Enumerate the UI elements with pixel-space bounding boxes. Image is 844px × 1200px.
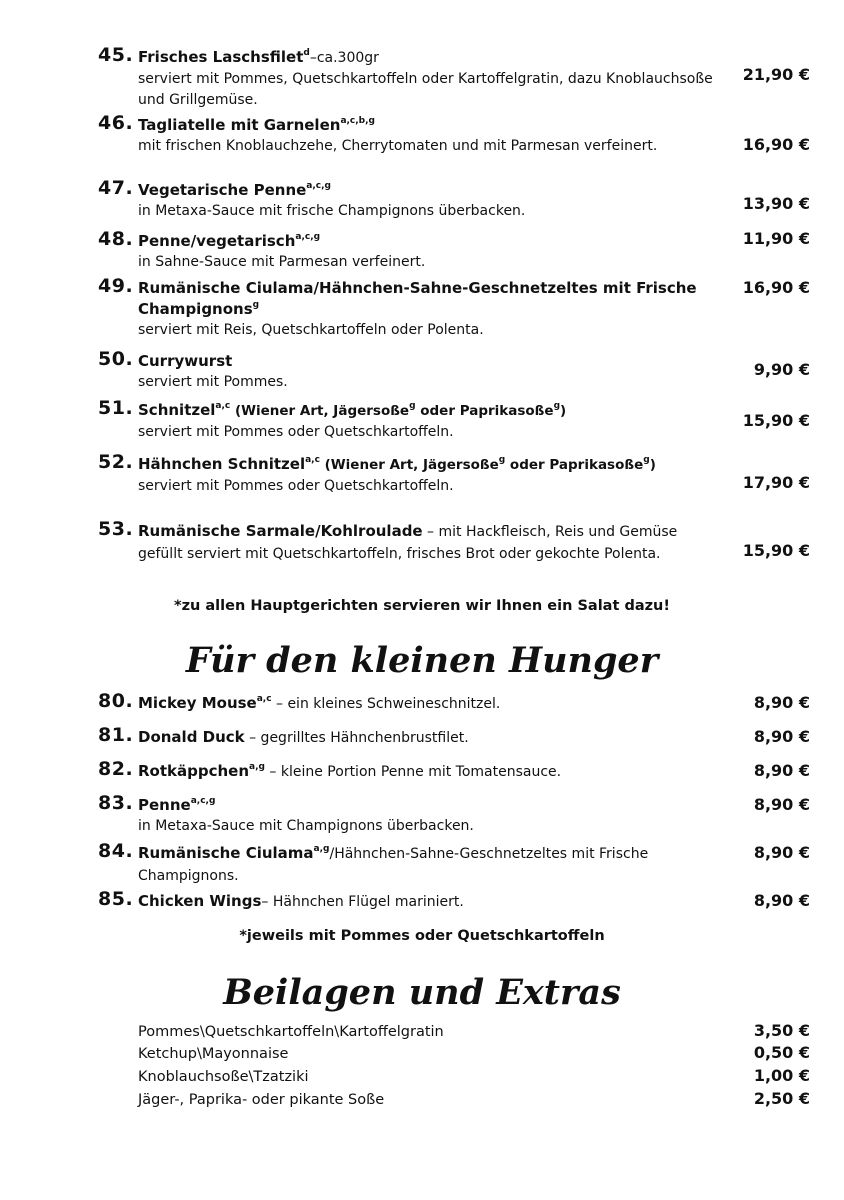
menu-item (98, 451, 810, 497)
menu-item (98, 792, 810, 837)
side-item (138, 1089, 810, 1111)
side-price: 2,50 € (753, 1089, 810, 1108)
item-title: Vegetarische Penne$^{a,c,g}$ (138, 181, 331, 199)
item-title: Penne/vegetarisch$^{a,c,g}$ (138, 232, 321, 250)
item-title: Tagliatelle mit Garnelen$^{a,c,b,g}$ (138, 116, 375, 134)
item-price: 13,90 € (742, 194, 810, 213)
item-price: 8,90 € (753, 727, 810, 746)
item-price: 8,90 € (753, 843, 810, 862)
item-description: mit frischen Knoblauchzehe, Cherrytomaten und mit Parmesan verfeinert. (138, 138, 658, 154)
main-dishes-note: *zu allen Hauptgerichten servieren wir Ihnen ein Salat dazu! (174, 598, 670, 614)
item-number: 83. (98, 792, 134, 814)
item-description: in Metaxa-Sauce mit frische Champignons überbacken. (138, 203, 526, 219)
item-title: Hähnchen Schnitzel$^{a,c}$ (Wiener Art, Jägersoße$^g$ oder Paprikasoße$^g$) (138, 455, 656, 473)
side-price: 1,00 € (753, 1066, 810, 1085)
item-price: 8,90 € (753, 891, 810, 910)
menu-item (98, 397, 810, 443)
item-price: 9,90 € (753, 360, 810, 379)
item-number: 53. (98, 518, 134, 540)
item-description: serviert mit Pommes oder Quetschkartoffeln. (138, 424, 454, 440)
menu-item (98, 275, 810, 341)
sides-section-heading: Beilagen und Extras (223, 972, 621, 1013)
item-title: Rotkäppchen$^{a,g}$ – kleine Portion Penne mit Tomatensauce. (138, 762, 562, 780)
menu-item (98, 518, 810, 565)
item-description: in Sahne-Sauce mit Parmesan verfeinert. (138, 254, 426, 270)
side-item (138, 1066, 810, 1088)
item-title: Rumänische Sarmale/Kohlroulade – mit Hackfleisch, Reis und Gemüse gefüllt serviert mit Quetschkartoffeln, frisches Brot oder gekochte Polenta. (138, 522, 678, 562)
item-title: Schnitzel$^{a,c}$ (Wiener Art, Jägersoße$^g$ oder Paprikasoße$^g$) (138, 401, 567, 419)
menu-item (98, 840, 810, 887)
menu-item (98, 112, 810, 157)
menu-item (98, 228, 810, 273)
menu-item (98, 690, 810, 715)
item-title: Currywurst (138, 352, 233, 370)
item-price: 17,90 € (742, 473, 810, 492)
item-price: 16,90 € (742, 135, 810, 154)
item-title: Chicken Wings– Hähnchen Flügel mariniert. (138, 892, 464, 910)
item-number: 46. (98, 112, 134, 134)
item-title: Frisches Laschsfilet$^d$–ca.300gr (138, 48, 379, 66)
kids-note: *jeweils mit Pommes oder Quetschkartoffeln (239, 928, 605, 944)
item-description: serviert mit Pommes oder Quetschkartoffeln. (138, 478, 454, 494)
item-number: 52. (98, 451, 134, 473)
menu-item (98, 44, 810, 111)
item-price: 8,90 € (753, 693, 810, 712)
item-price: 15,90 € (742, 411, 810, 430)
item-number: 81. (98, 724, 134, 746)
item-number: 45. (98, 44, 134, 66)
item-description: serviert mit Reis, Quetschkartoffeln oder Polenta. (138, 322, 484, 338)
side-label: Pommes\Quetschkartoffeln\Kartoffelgratin (138, 1024, 444, 1040)
item-number: 50. (98, 348, 134, 370)
item-price: 15,90 € (742, 541, 810, 560)
item-title: Penne$^{a,c,g}$ (138, 796, 216, 814)
item-number: 82. (98, 758, 134, 780)
item-title: Rumänische Ciulama/Hähnchen-Sahne-Geschnetzeltes mit Frische Champignons$^g$ (138, 279, 697, 318)
menu-item (98, 758, 810, 783)
side-label: Ketchup\Mayonnaise (138, 1046, 289, 1062)
side-label: Knoblauchsoße\Tzatziki (138, 1069, 309, 1085)
item-title: Mickey Mouse$^{a,c}$ – ein kleines Schweineschnitzel. (138, 694, 501, 712)
item-price: 8,90 € (753, 761, 810, 780)
item-price: 8,90 € (753, 795, 810, 814)
menu-item (98, 724, 810, 749)
item-number: 84. (98, 840, 134, 862)
item-price: 21,90 € (742, 65, 810, 84)
item-title: Donald Duck – gegrilltes Hähnchenbrustfilet. (138, 728, 469, 746)
item-price: 16,90 € (742, 278, 810, 297)
item-number: 80. (98, 690, 134, 712)
item-description: in Metaxa-Sauce mit Champignons überbacken. (138, 818, 474, 834)
side-price: 0,50 € (753, 1043, 810, 1062)
item-title: Rumänische Ciulama$^{a,g}$/Hähnchen-Sahne-Geschnetzeltes mit Frische Champignons. (138, 844, 649, 884)
menu-item (98, 177, 810, 222)
item-number: 47. (98, 177, 134, 199)
side-item (138, 1043, 810, 1065)
item-number: 48. (98, 228, 134, 250)
item-description: serviert mit Pommes, Quetschkartoffeln oder Kartoffelgratin, dazu Knoblauchsoße und Grillgemüse. (138, 71, 713, 108)
item-description: serviert mit Pommes. (138, 374, 288, 390)
side-price: 3,50 € (753, 1021, 810, 1040)
item-number: 51. (98, 397, 134, 419)
side-item (138, 1021, 810, 1043)
side-label: Jäger-, Paprika- oder pikante Soße (138, 1092, 385, 1108)
menu-item (98, 888, 810, 913)
item-price: 11,90 € (742, 229, 810, 248)
menu-item (98, 348, 810, 393)
kids-section-heading: Für den kleinen Hunger (185, 640, 659, 681)
item-number: 85. (98, 888, 134, 910)
item-number: 49. (98, 275, 134, 297)
